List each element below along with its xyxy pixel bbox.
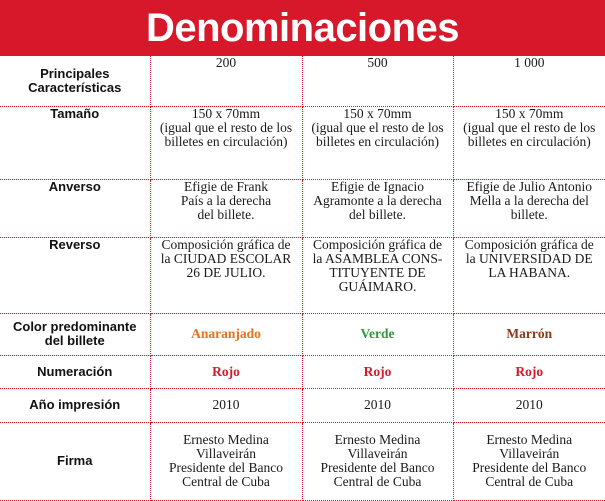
numeracion-1000: Rojo xyxy=(453,355,605,388)
table-row xyxy=(0,355,605,388)
row-label-principales: Principales Características xyxy=(0,56,150,106)
color-200: Anaranjado xyxy=(150,313,302,355)
table-row xyxy=(0,237,605,313)
reverso-200: Composición gráfica de la CIUDAD ESCOLAR 26 DE JULIO. xyxy=(150,237,302,313)
denomination-200: 200 xyxy=(150,56,302,106)
tamano-500: 150 x 70mm (igual que el resto de los billetes en circulación) xyxy=(302,106,453,179)
numeracion-500: Rojo xyxy=(302,355,453,388)
denomination-1000: 1 000 xyxy=(453,56,605,106)
tamano-1000: 150 x 70mm (igual que el resto de los billetes en circulación) xyxy=(453,106,605,179)
reverso-1000: Composición gráfica de la UNIVERSIDAD DE LA HABANA. xyxy=(453,237,605,313)
denomination-500: 500 xyxy=(302,56,453,106)
anverso-500: Efigie de Ignacio Agramonte a la derecha del billete. xyxy=(302,179,453,237)
table-row xyxy=(0,179,605,237)
table-row xyxy=(0,388,605,422)
row-label-anio: Año impresión xyxy=(0,388,150,422)
anverso-200: Efigie de Frank País a la derecha del billete. xyxy=(150,179,302,237)
anverso-1000: Efigie de Julio Antonio Mella a la derecha del billete. xyxy=(453,179,605,237)
anio-1000: 2010 xyxy=(453,388,605,422)
page-title: Denominaciones xyxy=(145,5,460,50)
table-row xyxy=(0,422,605,500)
table-row xyxy=(0,56,605,106)
firma-200: Ernesto Medina Villaveirán Presidente del Banco Central de Cuba xyxy=(150,422,302,500)
table-row xyxy=(0,313,605,355)
color-1000: Marrón xyxy=(453,313,605,355)
denominations-table xyxy=(0,56,605,501)
table-row xyxy=(0,106,605,179)
row-label-tamano: Tamaño xyxy=(0,106,150,179)
reverso-500: Composición gráfica de la ASAMBLEA CONS- TITUYENTE DE GUÁIMARO. xyxy=(302,237,453,313)
title-banner xyxy=(0,0,605,56)
firma-1000: Ernesto Medina Villaveirán Presidente del Banco Central de Cuba xyxy=(453,422,605,500)
firma-500: Ernesto Medina Villaveirán Presidente del Banco Central de Cuba xyxy=(302,422,453,500)
row-label-reverso: Reverso xyxy=(0,237,150,313)
row-label-anverso: Anverso xyxy=(0,179,150,237)
row-label-firma: Firma xyxy=(0,422,150,500)
anio-200: 2010 xyxy=(150,388,302,422)
anio-500: 2010 xyxy=(302,388,453,422)
numeracion-200: Rojo xyxy=(150,355,302,388)
tamano-200: 150 x 70mm (igual que el resto de los billetes en circulación) xyxy=(150,106,302,179)
row-label-numeracion: Numeración xyxy=(0,355,150,388)
color-500: Verde xyxy=(302,313,453,355)
row-label-color: Color predominante del billete xyxy=(0,313,150,355)
